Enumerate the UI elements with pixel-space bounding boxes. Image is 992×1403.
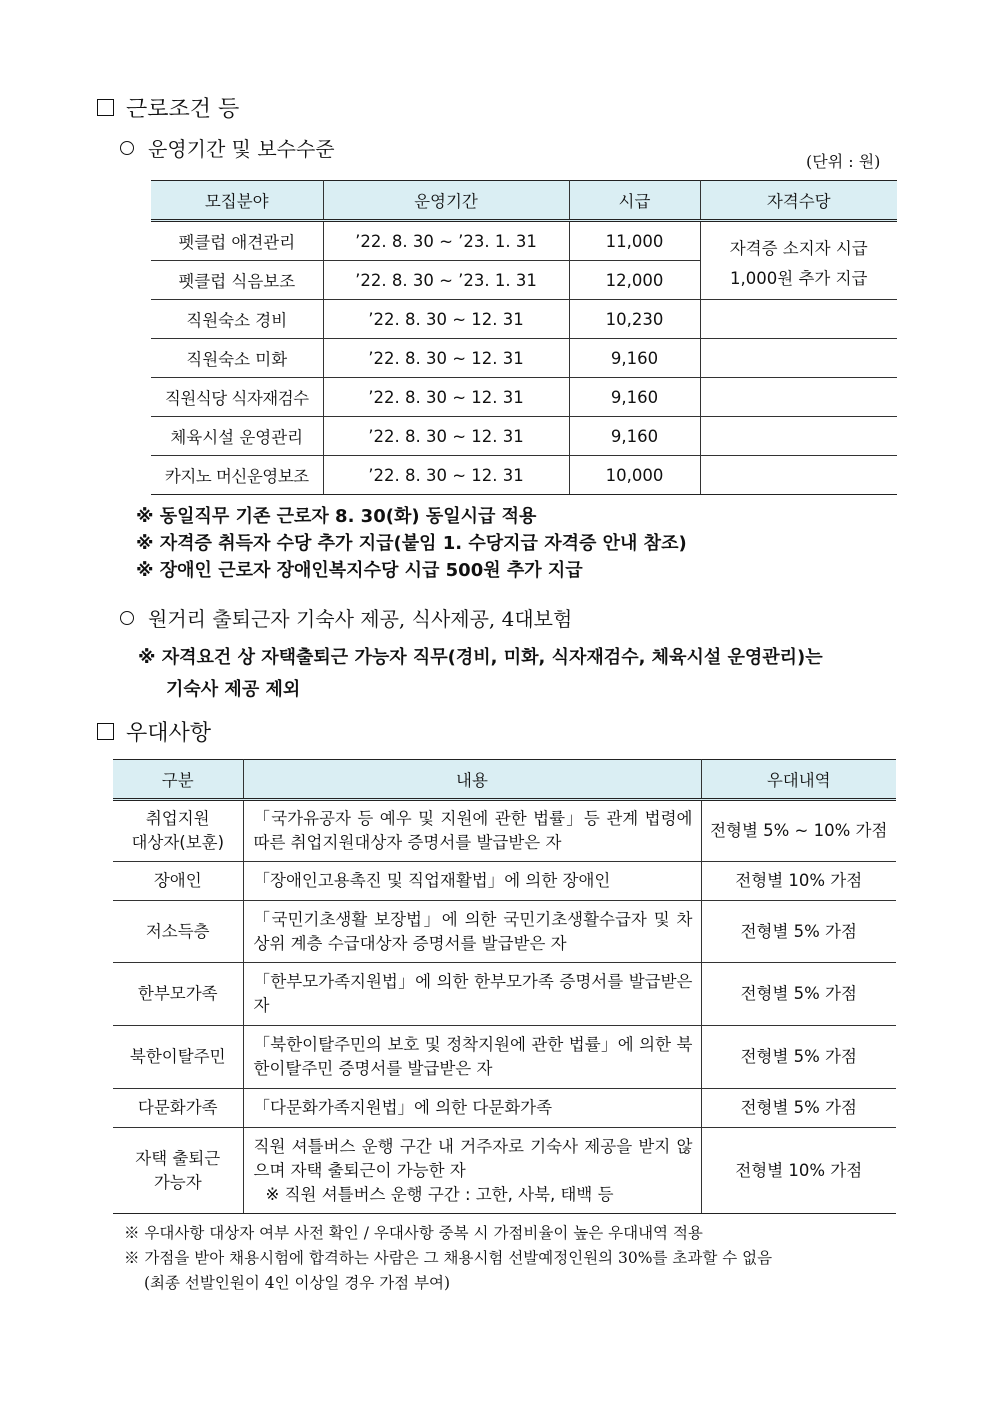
- content-cell: 「한부모가족지원법」에 의한 한부모가족 증명서를 발급받은 자: [243, 963, 701, 1026]
- category-cell: [113, 800, 243, 862]
- qualification-cell-empty: [700, 456, 897, 495]
- table-header-row: [151, 181, 897, 221]
- header-category: 구분: [113, 760, 243, 800]
- qualification-cell-empty: [700, 378, 897, 417]
- subheading-text: 원거리 출퇴근자 기숙사 제공, 식사제공, 4대보험: [148, 607, 573, 631]
- table-row: [113, 1128, 896, 1214]
- benefit-cell: 전형별 10% 가점: [701, 862, 896, 901]
- period-cell: ’22. 8. 30 ~ 12. 31: [323, 456, 569, 495]
- unit-label: (단위 : 원): [806, 152, 881, 171]
- benefit-cell: 전형별 5% 가점: [701, 901, 896, 963]
- dormitory-note-line: ※ 자격요건 상 자택출퇴근 가능자 직무(경비, 미화, 식자재검수, 체육시설 운영관리)는: [138, 647, 823, 668]
- pay-notes: [136, 503, 687, 584]
- wage-cell: 12,000: [569, 261, 700, 300]
- content-subnote: ※ 직원 셔틀버스 운행 구간 : 고한, 사북, 태백 등: [265, 1184, 614, 1204]
- header-field: 모집분야: [151, 181, 323, 221]
- wage-cell: 10,230: [569, 300, 700, 339]
- content-cell: 「북한이탈주민의 보호 및 정착지원에 관한 법률」에 의한 북한이탈주민 증명서를 발급받은 자: [243, 1026, 701, 1089]
- subheading-period-pay: [120, 133, 335, 162]
- subheading-benefits: [120, 603, 572, 632]
- category-line: 자택 출퇴근: [135, 1148, 221, 1168]
- benefit-cell: 전형별 5% 가점: [701, 963, 896, 1026]
- field-cell: 직원숙소 경비: [151, 300, 323, 339]
- category-line: 가능자: [153, 1172, 202, 1192]
- footnote: (최종 선발인원이 4인 이상일 경우 가점 부여): [144, 1274, 451, 1292]
- period-cell: ’22. 8. 30 ~ 12. 31: [323, 417, 569, 456]
- category-cell: [113, 1128, 243, 1214]
- pay-note: ※ 동일직무 기존 근로자 8. 30(화) 동일시급 적용: [136, 506, 537, 527]
- benefit-cell: 전형별 5% 가점: [701, 1089, 896, 1128]
- period-cell: ’22. 8. 30 ~ ’23. 1. 31: [323, 221, 569, 261]
- table-row: [151, 378, 897, 417]
- field-cell: 펫클럽 애견관리: [151, 221, 323, 261]
- benefit-cell: 전형별 10% 가점: [701, 1128, 896, 1214]
- section-heading-working-conditions: [97, 92, 239, 123]
- content-cell: [243, 1128, 701, 1214]
- header-benefit: 우대내역: [701, 760, 896, 800]
- pay-note: ※ 장애인 근로자 장애인복지수당 시급 500원 추가 지급: [136, 560, 583, 581]
- footnote: ※ 가점을 받아 채용시험에 합격하는 사람은 그 채용시험 선발예정인원의 30%를 초과할 수 없음: [124, 1249, 773, 1267]
- content-cell: 「장애인고용촉진 및 직업재활법」에 의한 장애인: [243, 862, 701, 901]
- qualification-line: 자격증 소지자 시급: [729, 239, 868, 258]
- period-cell: ’22. 8. 30 ~ 12. 31: [323, 378, 569, 417]
- category-cell: 북한이탈주민: [113, 1026, 243, 1089]
- table-header-row: [113, 760, 896, 800]
- table-row: [151, 417, 897, 456]
- square-bullet-icon: [97, 99, 114, 116]
- period-cell: ’22. 8. 30 ~ 12. 31: [323, 300, 569, 339]
- category-cell: 한부모가족: [113, 963, 243, 1026]
- benefit-cell: 전형별 5% ~ 10% 가점: [701, 800, 896, 862]
- table-row: [151, 300, 897, 339]
- content-cell: 「다문화가족지원법」에 의한 다문화가족: [243, 1089, 701, 1128]
- qualification-cell-empty: [700, 300, 897, 339]
- content-cell: 「국가유공자 등 예우 및 지원에 관한 법률」등 관계 법령에 따른 취업지원대상자 증명서를 발급받은 자: [243, 800, 701, 862]
- header-content: 내용: [243, 760, 701, 800]
- content-cell: 「국민기초생활 보장법」에 의한 국민기초생활수급자 및 차상위 계층 수급대상자 증명서를 발급받은 자: [243, 901, 701, 963]
- period-cell: ’22. 8. 30 ~ ’23. 1. 31: [323, 261, 569, 300]
- field-cell: 직원숙소 미화: [151, 339, 323, 378]
- qualification-cell-empty: [700, 339, 897, 378]
- table-row: [151, 339, 897, 378]
- table-row: [113, 862, 896, 901]
- category-cell: 장애인: [113, 862, 243, 901]
- table-row: [151, 456, 897, 495]
- preference-footnotes: [124, 1221, 772, 1296]
- wage-cell: 11,000: [569, 221, 700, 261]
- category-cell: 다문화가족: [113, 1089, 243, 1128]
- field-cell: 체육시설 운영관리: [151, 417, 323, 456]
- circle-bullet-icon: [120, 611, 134, 625]
- preferences-table: [113, 759, 896, 1214]
- section-heading-text: 근로조건 등: [126, 97, 240, 122]
- table-row: [113, 901, 896, 963]
- field-cell: 카지노 머신운영보조: [151, 456, 323, 495]
- field-cell: 펫클럽 식음보조: [151, 261, 323, 300]
- header-qualification: 자격수당: [700, 181, 897, 221]
- period-cell: ’22. 8. 30 ~ 12. 31: [323, 339, 569, 378]
- table-row: [113, 963, 896, 1026]
- square-bullet-icon: [97, 723, 114, 740]
- category-cell: 저소득층: [113, 901, 243, 963]
- subheading-text: 운영기간 및 보수수준: [148, 137, 335, 161]
- dormitory-note: [138, 642, 823, 706]
- wage-cell: 9,160: [569, 378, 700, 417]
- pay-note: ※ 자격증 취득자 수당 추가 지급(붙임 1. 수당지급 자격증 안내 참조): [136, 533, 687, 554]
- table-row: [113, 1026, 896, 1089]
- qualification-cell: [700, 221, 897, 300]
- benefit-cell: 전형별 5% 가점: [701, 1026, 896, 1089]
- table-row: [151, 221, 897, 261]
- footnote: ※ 우대사항 대상자 여부 사전 확인 / 우대사항 중복 시 가점비율이 높은 우대내역 적용: [124, 1224, 703, 1242]
- wage-cell: 10,000: [569, 456, 700, 495]
- category-line: 취업지원: [145, 809, 210, 828]
- circle-bullet-icon: [120, 141, 134, 155]
- qualification-cell-empty: [700, 417, 897, 456]
- table-row: [113, 800, 896, 862]
- wage-cell: 9,160: [569, 417, 700, 456]
- wage-cell: 9,160: [569, 339, 700, 378]
- table-row: [113, 1089, 896, 1128]
- qualification-line: 1,000원 추가 지급: [730, 269, 868, 288]
- field-cell: 직원식당 식자재검수: [151, 378, 323, 417]
- category-line: 대상자(보훈): [131, 833, 225, 852]
- section-heading-text: 우대사항: [126, 721, 212, 746]
- pay-table: [151, 180, 897, 495]
- dormitory-note-line: 기숙사 제공 제외: [166, 679, 301, 700]
- header-period: 운영기간: [323, 181, 569, 221]
- content-text: 직원 셔틀버스 운행 구간 내 거주자로 기숙사 제공을 받지 않으며 자택 출퇴근이 가능한 자: [253, 1136, 693, 1180]
- header-wage: 시급: [569, 181, 700, 221]
- section-heading-preferences: [97, 716, 211, 747]
